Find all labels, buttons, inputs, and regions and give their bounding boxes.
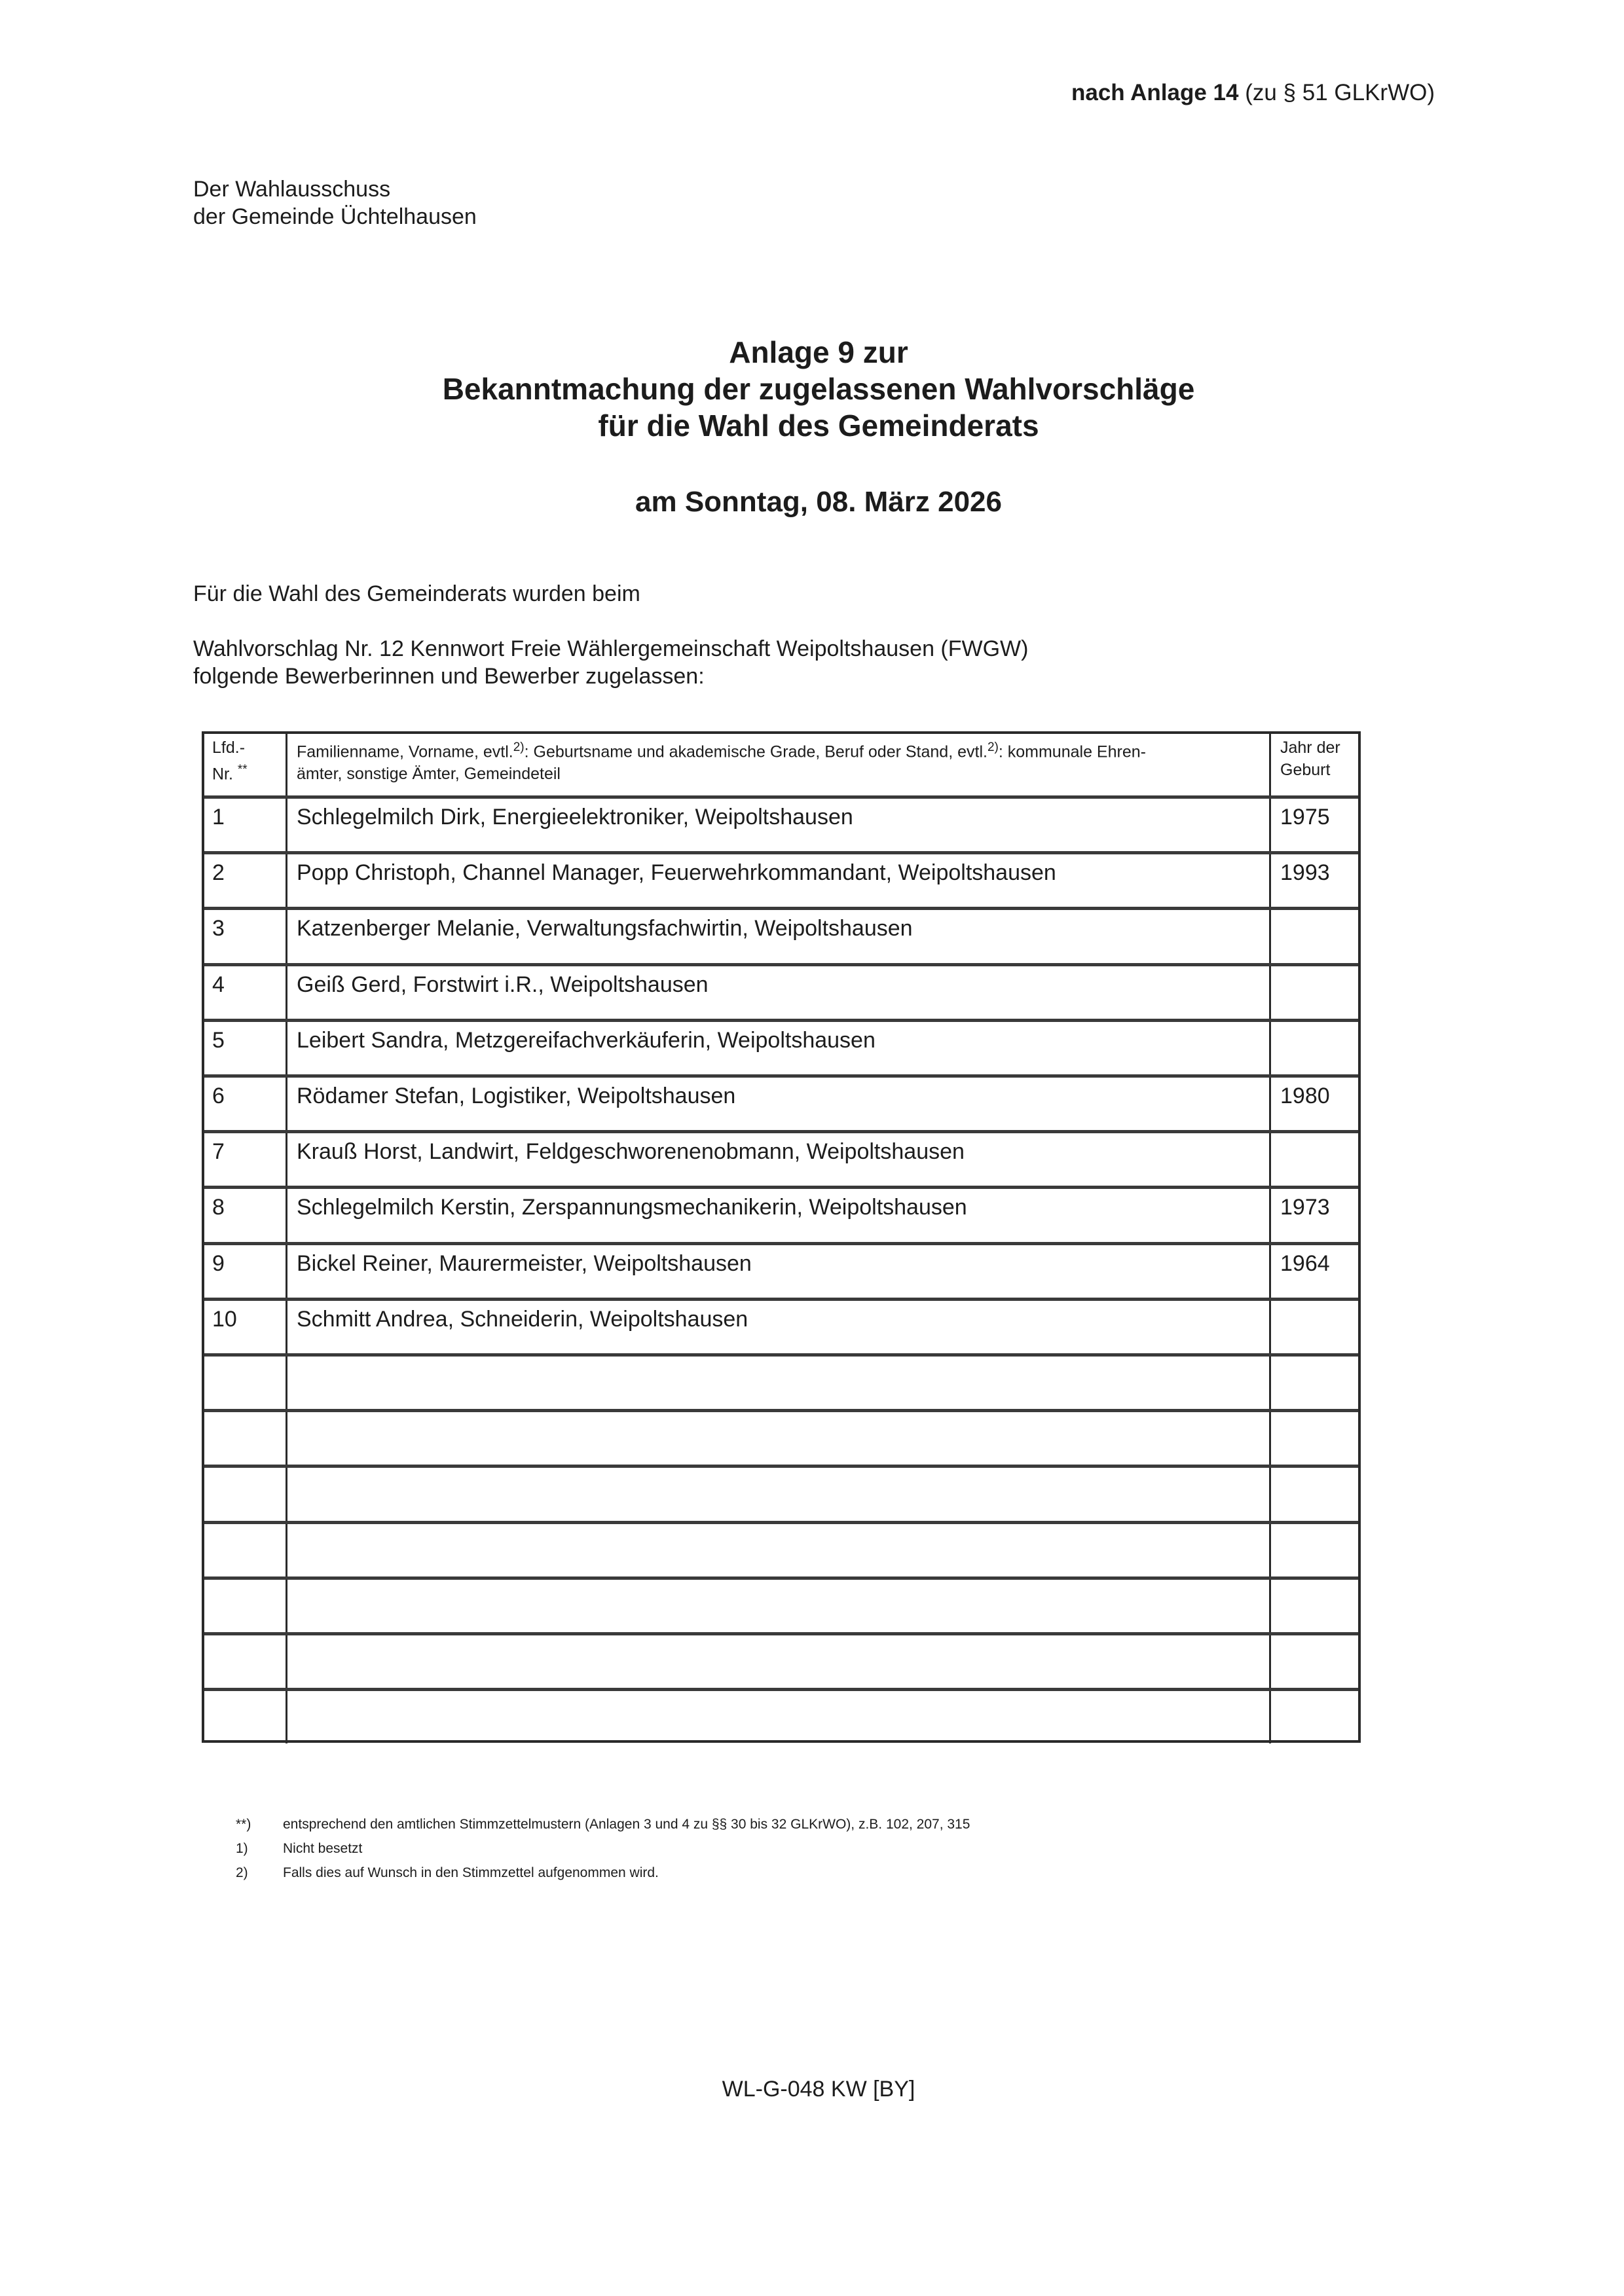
cell-name: Geiß Gerd, Forstwirt i.R., Weipoltshausen (287, 966, 1271, 1019)
table-row (204, 1130, 1358, 1186)
cell-name (287, 1580, 1271, 1632)
cell-name (287, 1524, 1271, 1576)
cell-name (287, 1691, 1271, 1743)
cell-nr: 6 (204, 1078, 287, 1130)
committee-line-1: Der Wahlausschuss (193, 177, 391, 202)
cell-name (287, 1635, 1271, 1688)
title-line-3: für die Wahl des Gemeinderats (598, 409, 1039, 443)
header-name-part-2: : Geburtsname und akademische Grade, Beruf oder Stand, evtl. (524, 742, 987, 761)
table-row (204, 795, 1358, 851)
form-reference-bold: nach Anlage 14 (1071, 80, 1239, 105)
cell-nr: 2 (204, 854, 287, 907)
cell-year (1271, 910, 1358, 962)
header-name-part-1: Familienname, Vorname, evtl. (297, 742, 513, 761)
cell-nr: 3 (204, 910, 287, 962)
cell-year (1271, 1691, 1358, 1743)
cell-nr: 7 (204, 1133, 287, 1186)
footnote-text: Falls dies auf Wunsch in den Stimmzettel aufgenommen wird. (283, 1865, 659, 1880)
cell-year: 1973 (1280, 1195, 1330, 1220)
cell-nr (204, 1357, 287, 1409)
cell-nr: 4 (204, 966, 287, 1019)
footnote-mark: 2) (236, 1865, 248, 1880)
title-line-1: Anlage 9 zur (729, 335, 908, 369)
header-nr-line-1: Lfd.- (212, 738, 246, 757)
intro-line-3: folgende Bewerberinnen und Bewerber zugelassen: (193, 664, 705, 689)
cell-name: Krauß Horst, Landwirt, Feldgeschworenenobmann, Weipoltshausen (287, 1133, 1271, 1186)
cell-year (1271, 1301, 1358, 1353)
header-year-line-1: Jahr der (1280, 738, 1340, 757)
cell-nr (204, 1635, 287, 1688)
table-row (204, 851, 1358, 907)
cell-name (287, 1412, 1271, 1465)
cell-year (1271, 1524, 1358, 1576)
table-row (204, 1576, 1358, 1632)
footnote (236, 1812, 970, 1836)
committee-line-2: der Gemeinde Üchtelhausen (193, 204, 477, 229)
header-name-line-2: ämter, sonstige Ämter, Gemeindeteil (297, 765, 561, 784)
table-row (204, 1632, 1358, 1688)
table-row (204, 1409, 1358, 1465)
footnote-text: entsprechend den amtlichen Stimmzettelmustern (Anlagen 3 und 4 zu §§ 30 bis 32 GLKrWO), z.B. 102, 207, 315 (283, 1817, 970, 1832)
header-name-line-1 (297, 737, 1260, 763)
cell-name: Schlegelmilch Dirk, Energieelektroniker, Weipoltshausen (287, 799, 1271, 851)
table-row (204, 1186, 1358, 1241)
header-nr (204, 731, 287, 797)
form-code: WL-G-048 KW [BY] (722, 2077, 915, 2102)
cell-nr (204, 1580, 287, 1632)
table-row (204, 1465, 1358, 1520)
cell-name: Schlegelmilch Kerstin, Zerspannungsmechanikerin, Weipoltshausen (287, 1189, 1271, 1241)
cell-nr: 8 (204, 1189, 287, 1241)
intro-line-1: Für die Wahl des Gemeinderats wurden beim (193, 581, 640, 606)
issuing-committee (193, 175, 477, 230)
table-row (204, 1521, 1358, 1576)
cell-nr (204, 1691, 287, 1743)
header-year-line-2: Geburt (1280, 761, 1331, 779)
cell-year (1271, 966, 1358, 1019)
cell-year (1271, 1468, 1358, 1520)
footnote-mark: 1) (236, 1841, 248, 1856)
intro-paragraph (193, 635, 1028, 690)
header-nr-line-2 (212, 759, 278, 785)
header-year (1271, 731, 1358, 797)
cell-name: Schmitt Andrea, Schneiderin, Weipoltshausen (287, 1301, 1271, 1353)
header-name-part-3: : kommunale Ehren- (998, 742, 1146, 761)
cell-nr (204, 1412, 287, 1465)
cell-name (287, 1468, 1271, 1520)
cell-year: 1980 (1280, 1084, 1330, 1108)
cell-year (1271, 1580, 1358, 1632)
cell-nr: 9 (204, 1245, 287, 1298)
header-name-footnote-1: 2) (513, 740, 525, 754)
document-title (0, 334, 1624, 444)
cell-name: Leibert Sandra, Metzgereifachverkäuferin, Weipoltshausen (287, 1022, 1271, 1074)
cell-name: Popp Christoph, Channel Manager, Feuerwehrkommandant, Weipoltshausen (287, 854, 1271, 907)
candidates-table (202, 731, 1361, 1743)
form-reference (1071, 80, 1435, 106)
footnotes (236, 1812, 970, 1885)
cell-nr (204, 1468, 287, 1520)
table-header-row (204, 731, 1358, 797)
footnote (236, 1836, 970, 1861)
cell-year: 1975 (1280, 805, 1330, 829)
intro-line-2: Wahlvorschlag Nr. 12 Kennwort Freie Wählergemeinschaft Weipoltshausen (FWGW) (193, 636, 1029, 661)
cell-year: 1993 (1280, 860, 1330, 886)
cell-name: Bickel Reiner, Maurermeister, Weipoltshausen (287, 1245, 1271, 1298)
header-nr-label: Nr. (212, 765, 233, 784)
table-row (204, 1298, 1358, 1353)
cell-name: Rödamer Stefan, Logistiker, Weipoltshausen (287, 1078, 1271, 1130)
header-name (287, 731, 1271, 797)
cell-nr (204, 1524, 287, 1576)
cell-nr: 5 (204, 1022, 287, 1074)
cell-name: Katzenberger Melanie, Verwaltungsfachwirtin, Weipoltshausen (287, 910, 1271, 962)
table-row (204, 1242, 1358, 1298)
cell-year (1271, 1133, 1358, 1186)
footnote-mark: **) (236, 1817, 251, 1832)
cell-year: 1964 (1280, 1250, 1330, 1276)
table-row (204, 1074, 1358, 1130)
cell-nr: 10 (204, 1301, 287, 1353)
cell-year (1271, 1022, 1358, 1074)
table-row (204, 1353, 1358, 1409)
cell-year (1271, 1412, 1358, 1465)
header-nr-footnote-mark: ** (237, 763, 248, 776)
title-line-2: Bekanntmachung der zugelassenen Wahlvorschläge (442, 372, 1195, 406)
table-row (204, 907, 1358, 962)
cell-year (1271, 1635, 1358, 1688)
cell-name (287, 1357, 1271, 1409)
table-row (204, 1019, 1358, 1074)
footnote (236, 1861, 970, 1885)
table-row (204, 963, 1358, 1019)
footnote-text: Nicht besetzt (283, 1841, 363, 1856)
cell-year (1271, 1357, 1358, 1409)
election-date: am Sonntag, 08. März 2026 (635, 486, 1002, 518)
table-row (204, 1688, 1358, 1743)
header-name-footnote-2: 2) (987, 740, 999, 754)
form-reference-paragraph: (zu § 51 GLKrWO) (1245, 80, 1435, 105)
cell-nr: 1 (204, 799, 287, 851)
